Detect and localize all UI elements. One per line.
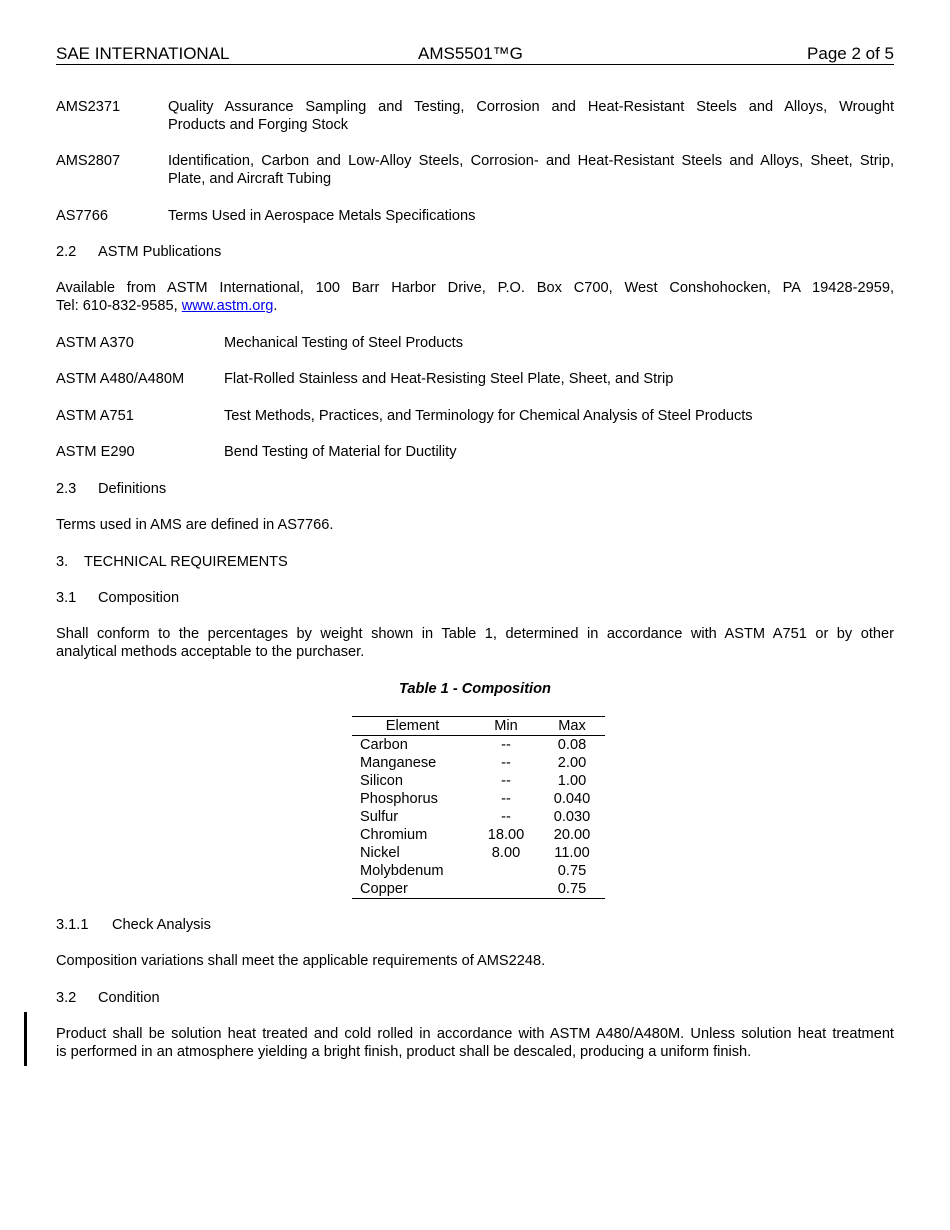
section-title: Condition bbox=[98, 990, 160, 1006]
cell-min bbox=[473, 862, 539, 880]
table-row bbox=[352, 772, 605, 790]
cell-max: 0.030 bbox=[553, 809, 591, 825]
table-header-row bbox=[352, 717, 605, 736]
ref-title bbox=[168, 152, 894, 188]
cell-min: -- bbox=[501, 791, 511, 807]
ref-ams2807 bbox=[56, 152, 894, 188]
ref-title: Flat-Rolled Stainless and Heat-Resisting Steel Plate, Sheet, and Strip bbox=[224, 371, 674, 387]
cell-min: -- bbox=[501, 737, 511, 753]
cell-element: Sulfur bbox=[360, 809, 399, 825]
cell-max: 1.00 bbox=[557, 773, 587, 789]
table-row bbox=[352, 790, 605, 808]
section-2-3-heading bbox=[56, 480, 894, 498]
cell-element: Manganese bbox=[360, 755, 437, 771]
page-header bbox=[56, 44, 894, 65]
cell-max: 0.08 bbox=[557, 737, 587, 753]
period: . bbox=[273, 298, 278, 314]
section-3-1-line2: analytical methods acceptable to the purchaser. bbox=[56, 644, 365, 660]
ref-title bbox=[168, 98, 894, 134]
ref-title: Bend Testing of Material for Ductility bbox=[224, 444, 457, 460]
header-org: SAE INTERNATIONAL bbox=[56, 44, 230, 63]
ref-title: Terms Used in Aerospace Metals Specifications bbox=[168, 208, 476, 224]
cell-element: Silicon bbox=[360, 773, 403, 789]
table-row bbox=[352, 826, 605, 844]
cell-min: 18.00 bbox=[487, 827, 525, 843]
ref-as7766 bbox=[56, 207, 894, 225]
cell-max: 0.040 bbox=[553, 791, 591, 807]
cell-element: Chromium bbox=[360, 827, 428, 843]
section-3-2-line1: Product shall be solution heat treated and cold rolled in accordance with ASTM A480/A480M. Unless solution heat treatment bbox=[56, 1026, 894, 1042]
ref-title-line2: Products and Forging Stock bbox=[168, 117, 349, 133]
section-number: 2.3 bbox=[56, 481, 77, 497]
cell-max: 2.00 bbox=[557, 755, 587, 771]
section-2-2-heading bbox=[56, 243, 894, 261]
cell-min: -- bbox=[501, 809, 511, 825]
ref-title: Test Methods, Practices, and Terminology for Chemical Analysis of Steel Products bbox=[224, 408, 753, 424]
table-row bbox=[352, 736, 605, 755]
ref-title-line1: Quality Assurance Sampling and Testing, Corrosion and Heat-Resistant Steels and Alloys, Wrought bbox=[168, 99, 894, 115]
ref-code: AMS2371 bbox=[56, 99, 121, 115]
header-min: Min bbox=[473, 717, 539, 736]
section-number: 3.1.1 bbox=[56, 917, 89, 933]
astm-availability-line2 bbox=[56, 297, 894, 315]
cell-min: -- bbox=[501, 773, 511, 789]
astm-website-link[interactable]: www.astm.org bbox=[181, 298, 274, 314]
section-3-2-heading bbox=[56, 989, 894, 1007]
cell-max: 0.75 bbox=[539, 880, 605, 899]
section-3-heading bbox=[56, 553, 894, 571]
section-3-2-text bbox=[56, 1025, 894, 1061]
astm-availability bbox=[56, 279, 894, 315]
section-number: 3.1 bbox=[56, 590, 77, 606]
ref-code: ASTM E290 bbox=[56, 444, 135, 460]
astm-tel: Tel: 610-832-9585, bbox=[56, 298, 182, 314]
ref-code: ASTM A370 bbox=[56, 335, 134, 351]
header-element: Element bbox=[352, 717, 473, 736]
astm-availability-line1: Available from ASTM International, 100 Barr Harbor Drive, P.O. Box C700, West Conshohocken, PA 19428-2959, bbox=[56, 280, 894, 296]
ref-title-line1: Identification, Carbon and Low-Alloy Steels, Corrosion- and Heat-Resistant Steels and Alloys, Sheet, Strip, bbox=[168, 153, 894, 169]
cell-max: 11.00 bbox=[554, 845, 590, 861]
ref-code: AS7766 bbox=[56, 208, 108, 224]
section-3-1-1-text: Composition variations shall meet the applicable requirements of AMS2248. bbox=[56, 953, 546, 969]
revision-change-bar bbox=[24, 1012, 27, 1066]
cell-element: Nickel bbox=[360, 845, 400, 861]
cell-element: Molybdenum bbox=[360, 863, 444, 879]
cell-element: Phosphorus bbox=[360, 791, 438, 807]
section-number: 3.2 bbox=[56, 990, 77, 1006]
ref-code: ASTM A751 bbox=[56, 408, 134, 424]
ref-title: Mechanical Testing of Steel Products bbox=[224, 335, 464, 351]
table-row bbox=[352, 880, 605, 899]
section-3-1-line1: Shall conform to the percentages by weight shown in Table 1, determined in accordance with ASTM A751 or by other bbox=[56, 626, 894, 642]
section-title: ASTM Publications bbox=[98, 244, 222, 260]
ref-code: ASTM A480/A480M bbox=[56, 371, 185, 387]
cell-max: 0.75 bbox=[557, 863, 587, 879]
cell-max: 20.00 bbox=[553, 827, 591, 843]
section-2-3-text: Terms used in AMS are defined in AS7766. bbox=[56, 517, 334, 533]
ref-ams2371 bbox=[56, 98, 894, 134]
cell-min: 8.00 bbox=[491, 845, 521, 861]
cell-min: -- bbox=[501, 755, 511, 771]
ref-code: AMS2807 bbox=[56, 153, 121, 169]
table-row bbox=[352, 754, 605, 772]
section-3-1-text bbox=[56, 625, 894, 661]
table-caption: Table 1 - Composition bbox=[399, 681, 551, 697]
section-title: Check Analysis bbox=[112, 917, 211, 933]
cell-element: Carbon bbox=[360, 737, 408, 753]
section-title: TECHNICAL REQUIREMENTS bbox=[84, 554, 288, 570]
header-doc-id: AMS5501™G bbox=[418, 44, 523, 63]
cell-min bbox=[473, 880, 539, 899]
section-number: 3. bbox=[56, 554, 69, 570]
section-3-2-line2: is performed in an atmosphere yielding a bright finish, product shall be descaled, producing a uniform finish. bbox=[56, 1044, 752, 1060]
header-page-number: Page 2 of 5 bbox=[807, 44, 894, 63]
table-row bbox=[352, 862, 605, 880]
section-3-1-1-heading bbox=[56, 916, 894, 934]
section-title: Definitions bbox=[98, 481, 167, 497]
header-max: Max bbox=[539, 717, 605, 736]
section-title: Composition bbox=[98, 590, 180, 606]
table-row bbox=[352, 808, 605, 826]
ref-title-line2: Plate, and Aircraft Tubing bbox=[168, 171, 332, 187]
section-3-1-heading bbox=[56, 589, 894, 607]
composition-table bbox=[352, 716, 605, 899]
section-number: 2.2 bbox=[56, 244, 77, 260]
table-row bbox=[352, 844, 605, 862]
cell-element: Copper bbox=[352, 880, 473, 899]
